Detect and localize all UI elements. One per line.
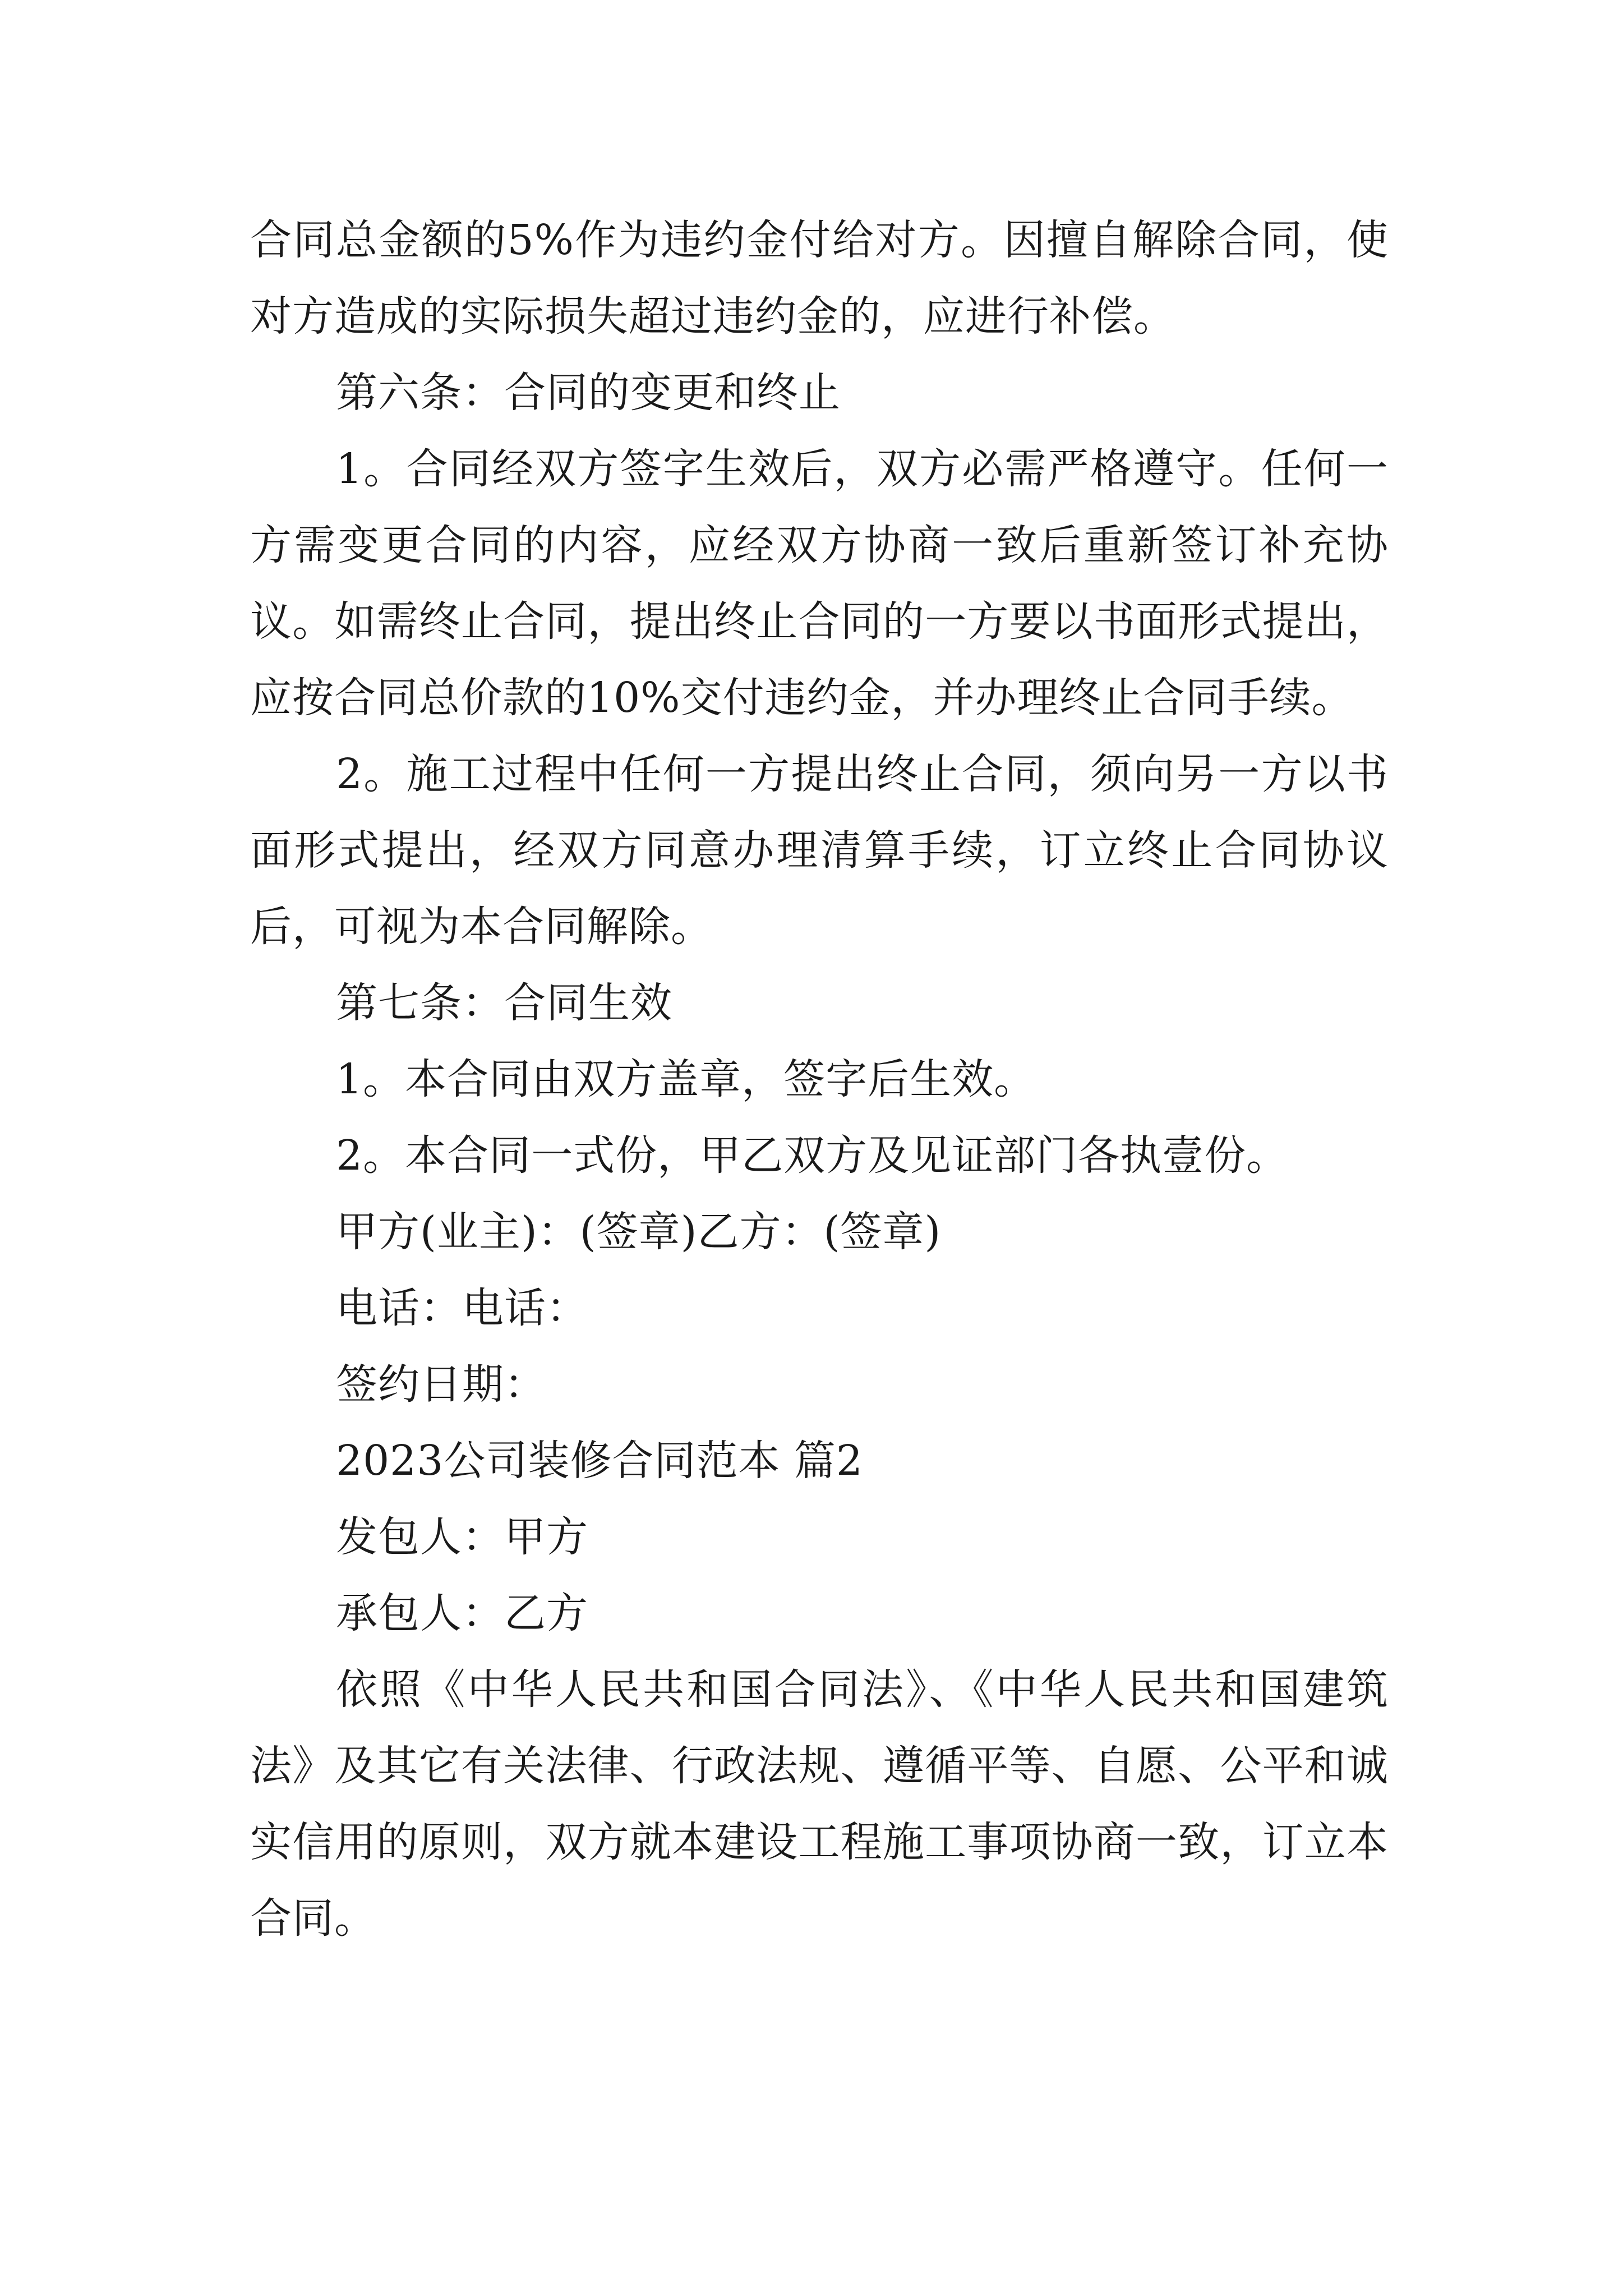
section-heading-article-6: 第六条：合同的变更和终止 [336, 369, 841, 417]
document-body [250, 202, 1389, 1957]
document-section-title: 2023公司装修合同范本 篇2 [336, 1437, 863, 1485]
paragraph-article-6-item-2: 2。施工过程中任何一方提出终止合同，须向另一方以书面形式提出，经双方同意办理清算手续，订立终止合同协议后，可视为本合同解除。 [250, 750, 1389, 951]
signature-party-line: 甲方(业主)：(签章)乙方：(签章) [336, 1208, 942, 1256]
sign-date-line: 签约日期： [336, 1360, 546, 1409]
paragraph-article-7-item-1: 1。本合同由双方盖章，签字后生效。 [336, 1055, 1036, 1103]
paragraph-penalty-continuation: 合同总金额的5%作为违约金付给对方。因擅自解除合同，使对方造成的实际损失超过违约金的，应进行补偿。 [250, 216, 1389, 341]
paragraph-article-6-item-1: 1。合同经双方签字生效后，双方必需严格遵守。任何一方需变更合同的内容，应经双方协商一致后重新签订补充协议。如需终止合同，提出终止合同的一方要以书面形式提出，应按合同总价款的10%交付违约金，并办理终止合同手续。 [250, 445, 1389, 722]
contractor-line: 承包人：乙方 [336, 1589, 588, 1637]
section-heading-article-7: 第七条：合同生效 [336, 979, 672, 1027]
phone-line: 电话：电话： [336, 1284, 588, 1332]
paragraph-article-7-item-2: 2。本合同一式份，甲乙双方及见证部门各执壹份。 [336, 1131, 1289, 1180]
paragraph-legal-basis: 依照《中华人民共和国合同法》、《中华人民共和国建筑法》及其它有关法律、行政法规、遵循平等、自愿、公平和诚实信用的原则，双方就本建设工程施工事项协商一致，订立本合同。 [250, 1665, 1389, 1943]
employer-line: 发包人：甲方 [336, 1513, 588, 1561]
